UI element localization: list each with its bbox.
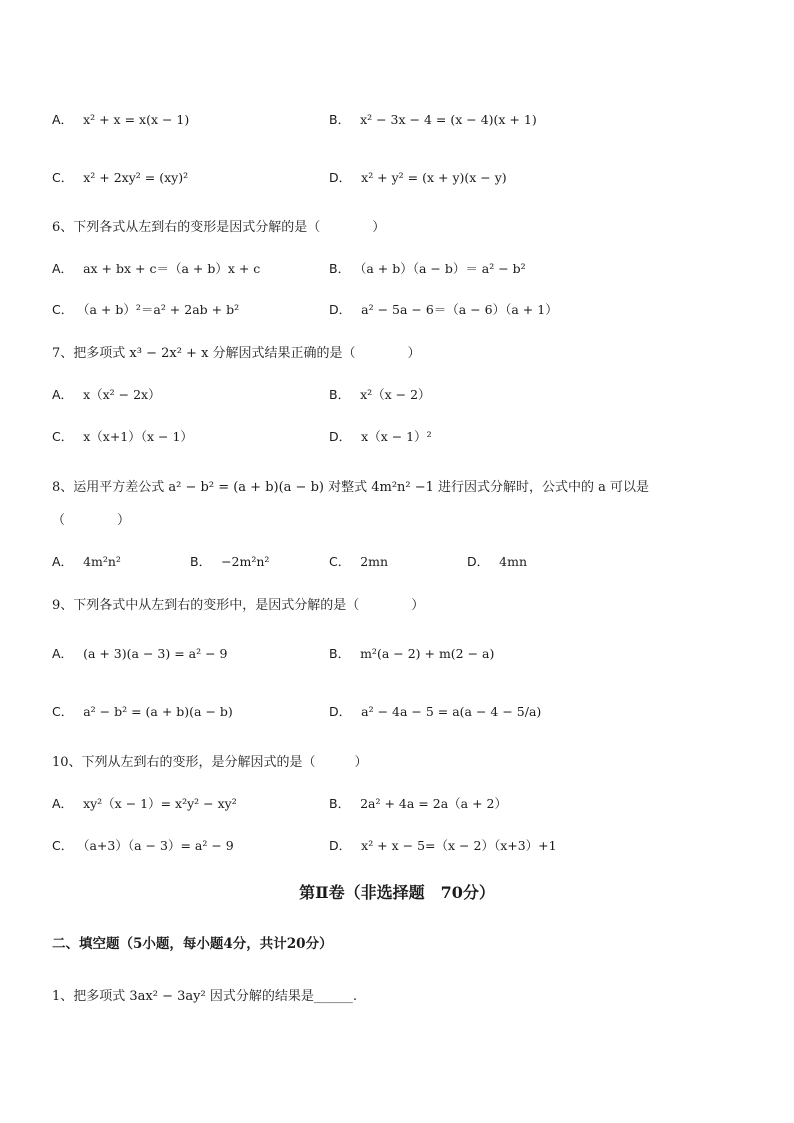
q9-option-a (52, 644, 227, 662)
option-label: A． (52, 387, 74, 402)
option-expression: （a + b）（a − b）＝ a² − b² (360, 261, 526, 276)
fill-in-part-title: 二、填空题（5小题，每小题4分，共计20分） (52, 936, 333, 952)
q8-option-b (190, 552, 269, 570)
q9-stem: 9、下列各式中从左到右的变形中，是因式分解的是（ ） (52, 598, 425, 613)
option-expression: x² + y² = (x + y)(x − y) (361, 170, 507, 185)
q7-stem: 7、把多项式 x³ − 2x² + x 分解因式结果正确的是（ ） (52, 346, 421, 361)
option-expression: a² − b² = (a + b)(a − b) (83, 704, 233, 719)
option-label: C． (52, 838, 74, 853)
q8-option-a (52, 552, 121, 570)
option-label: B． (190, 554, 212, 569)
option-expression: 2mn (360, 554, 389, 569)
option-label: B． (329, 112, 351, 127)
option-label: B． (329, 261, 351, 276)
q10-stem: 10、下列从左到右的变形，是分解因式的是（ ） (52, 755, 368, 770)
option-expression: （a + b）²＝a² + 2ab + b² (83, 302, 240, 317)
q6-option-b (329, 259, 526, 277)
option-expression: x（x+1）（x − 1） (83, 429, 193, 444)
option-expression: xy²（x − 1）= x²y² − xy² (83, 796, 237, 811)
option-label: B． (329, 796, 351, 811)
q5-option-c (52, 168, 188, 186)
q8-option-d (467, 552, 527, 570)
option-label: B． (329, 387, 351, 402)
option-label: D． (329, 838, 352, 853)
q6-stem: 6、下列各式从左到右的变形是因式分解的是（ ） (52, 220, 386, 235)
option-expression: a² − 5a − 6＝（a − 6）（a + 1） (361, 302, 558, 317)
q8-stem-continuation: （ ） (52, 513, 131, 528)
option-label: C． (329, 554, 351, 569)
q6-option-d (329, 300, 558, 318)
option-label: B． (329, 646, 351, 661)
q5-option-a (52, 110, 189, 128)
q5-option-b (329, 110, 537, 128)
q10-option-d (329, 836, 557, 854)
q8-option-c (329, 552, 388, 570)
option-label: A． (52, 646, 74, 661)
option-expression: 4m²n² (83, 554, 121, 569)
option-expression: a² − 4a − 5 = a(a − 4 − 5/a) (361, 704, 542, 719)
option-expression: ax + bx + c＝（a + b）x + c (83, 261, 261, 276)
option-label: A． (52, 796, 74, 811)
option-label: C． (52, 302, 74, 317)
option-expression: 4mn (499, 554, 527, 569)
option-expression: x² + 2xy² = (xy)² (83, 170, 189, 185)
q9-option-c (52, 702, 233, 720)
q9-option-b (329, 644, 494, 662)
option-expression: x² − 3x − 4 = (x − 4)(x + 1) (360, 112, 537, 127)
q7-option-d (329, 427, 432, 445)
option-label: C． (52, 429, 74, 444)
fill-question-1: 1、把多项式 3ax² − 3ay² 因式分解的结果是______. (52, 989, 357, 1004)
option-label: D． (329, 429, 352, 444)
option-expression: −2m²n² (221, 554, 270, 569)
option-label: D． (467, 554, 490, 569)
q7-option-c (52, 427, 193, 445)
option-label: A． (52, 112, 74, 127)
option-expression: x² + x = x(x − 1) (83, 112, 190, 127)
section-2-title: 第Ⅱ卷（非选择题 70分） (299, 883, 495, 902)
option-expression: x（x² − 2x） (83, 387, 161, 402)
option-label: D． (329, 170, 352, 185)
option-label: A． (52, 554, 74, 569)
q7-option-a (52, 385, 161, 403)
option-expression: x²（x − 2） (360, 387, 431, 402)
option-expression: x（x − 1）² (361, 429, 432, 444)
option-label: D． (329, 704, 352, 719)
option-label: D． (329, 302, 352, 317)
option-expression: m²(a − 2) + m(2 − a) (360, 646, 495, 661)
option-label: C． (52, 704, 74, 719)
q6-option-a (52, 259, 260, 277)
option-expression: x² + x − 5=（x − 2）（x+3）+1 (361, 838, 557, 853)
q10-option-c (52, 836, 234, 854)
option-expression: (a + 3)(a − 3) = a² − 9 (83, 646, 228, 661)
q8-stem: 8、运用平方差公式 a² − b² = (a + b)(a − b) 对整式 4m²n² −1 进行因式分解时，公式中的 a 可以是 (52, 480, 650, 495)
option-expression: 2a² + 4a = 2a（a + 2） (360, 796, 507, 811)
option-label: A． (52, 261, 74, 276)
q10-option-b (329, 794, 507, 812)
q6-option-c (52, 300, 239, 318)
q7-option-b (329, 385, 431, 403)
q10-option-a (52, 794, 237, 812)
option-expression: （a+3）（a − 3）= a² − 9 (83, 838, 234, 853)
q9-option-d (329, 702, 541, 720)
q5-option-d (329, 168, 507, 186)
option-label: C． (52, 170, 74, 185)
